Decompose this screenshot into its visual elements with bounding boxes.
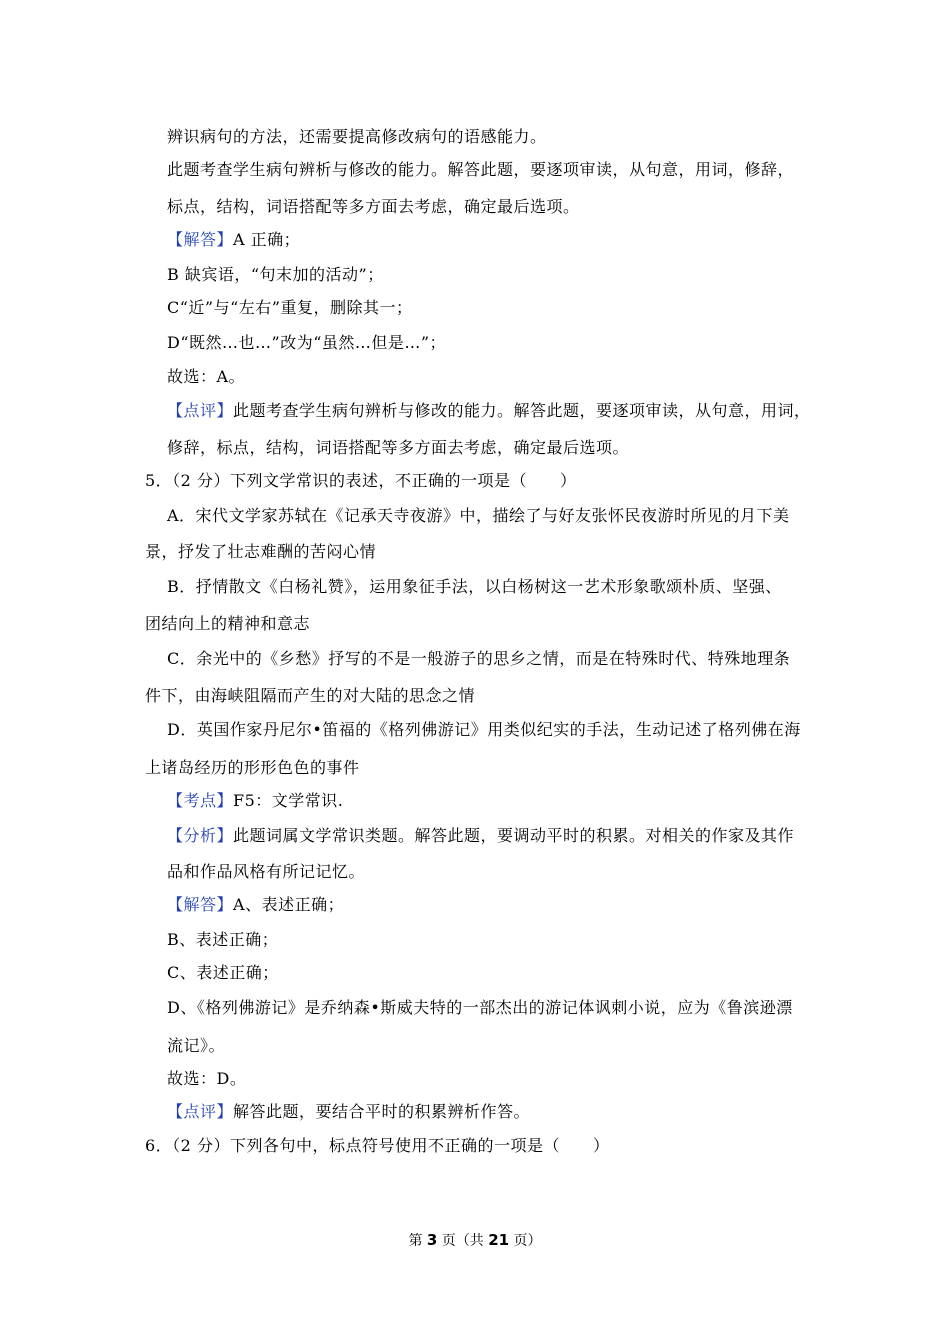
comment-tag: 【点评】 (167, 401, 234, 420)
text-line: 流记》。 (167, 1036, 226, 1055)
text-line: 此题考查学生病句辨析与修改的能力。解答此题，要逐项审读，从句意，用词，修辞， (167, 160, 795, 179)
option-b: B．抒情散文《白杨礼赞》，运用象征手法，以白杨树这一艺术形象歌颂朴质、坚强、 (167, 577, 782, 596)
kaodian-tag: 【考点】 (167, 791, 234, 810)
option-c: C．余光中的《乡愁》抒写的不是一般游子的思乡之情，而是在特殊时代、特殊地理条 (167, 649, 791, 668)
question-6: 6．（2 分）下列各句中，标点符号使用不正确的一项是（ ） (145, 1136, 610, 1155)
comment-tag: 【点评】 (167, 1102, 234, 1121)
text-line: 标点，结构，词语搭配等多方面去考虑，确定最后选项。 (167, 197, 580, 216)
comment-line: 【点评】此题考查学生病句辨析与修改的能力。解答此题，要逐项审读，从句意，用词， (167, 401, 811, 420)
question-5: 5．（2 分）下列文学常识的表述，不正确的一项是（ ） (145, 471, 577, 490)
kaodian-line: 【考点】F5：文学常识. (167, 791, 344, 810)
answer-line: 【解答】A、表述正确； (167, 895, 345, 914)
page-footer: 第 3 页（共 21 页） (408, 1231, 542, 1249)
page-number: 3 (426, 1231, 438, 1249)
text-line: 辨识病句的方法，还需要提高修改病句的语感能力。 (167, 127, 547, 146)
option-a: A．宋代文学家苏轼在《记承天寺夜游》中，描绘了与好友张怀民夜游时所见的月下美 (167, 506, 790, 525)
page-total: 21 (488, 1231, 510, 1249)
answer-line: 【解答】A 正确； (167, 230, 301, 249)
answer-tag: 【解答】 (167, 895, 234, 914)
answer-tag: 【解答】 (167, 230, 234, 249)
text-line: 修辞，标点，结构，词语搭配等多方面去考虑，确定最后选项。 (167, 438, 630, 457)
text-line: 故选：D。 (167, 1069, 247, 1088)
text-line: C“近”与“左右”重复，删除其一； (167, 298, 413, 317)
text-line: D、《格列佛游记》是乔纳森•斯威夫特的一部杰出的游记体讽刺小说，应为《鲁滨逊漂 (167, 998, 793, 1017)
option-a-cont: 景，抒发了壮志难酬的苦闷心情 (145, 542, 377, 561)
option-d: D．英国作家丹尼尔•笛福的《格列佛游记》用类似纪实的手法，生动记述了格列佛在海 (167, 720, 801, 739)
comment-line: 【点评】解答此题，要结合平时的积累辨析作答。 (167, 1102, 531, 1121)
text-line: 故选：A。 (167, 367, 246, 386)
option-b-cont: 团结向上的精神和意志 (145, 614, 311, 633)
option-c-cont: 件下，由海峡阻隔而产生的对大陆的思念之情 (145, 686, 476, 705)
text-line: C、表述正确； (167, 963, 279, 982)
text-line: B 缺宾语，“句末加的活动”； (167, 265, 384, 284)
analysis-line: 【分析】此题词属文学常识类题。解答此题，要调动平时的积累。对相关的作家及其作 (167, 826, 795, 845)
option-d-cont: 上诸岛经历的形形色色的事件 (145, 758, 360, 777)
text-line: 品和作品风格有所记记忆。 (167, 862, 366, 881)
analysis-tag: 【分析】 (167, 826, 234, 845)
text-line: B、表述正确； (167, 930, 279, 949)
text-line: D“既然…也…”改为“虽然…但是…”； (167, 333, 447, 352)
